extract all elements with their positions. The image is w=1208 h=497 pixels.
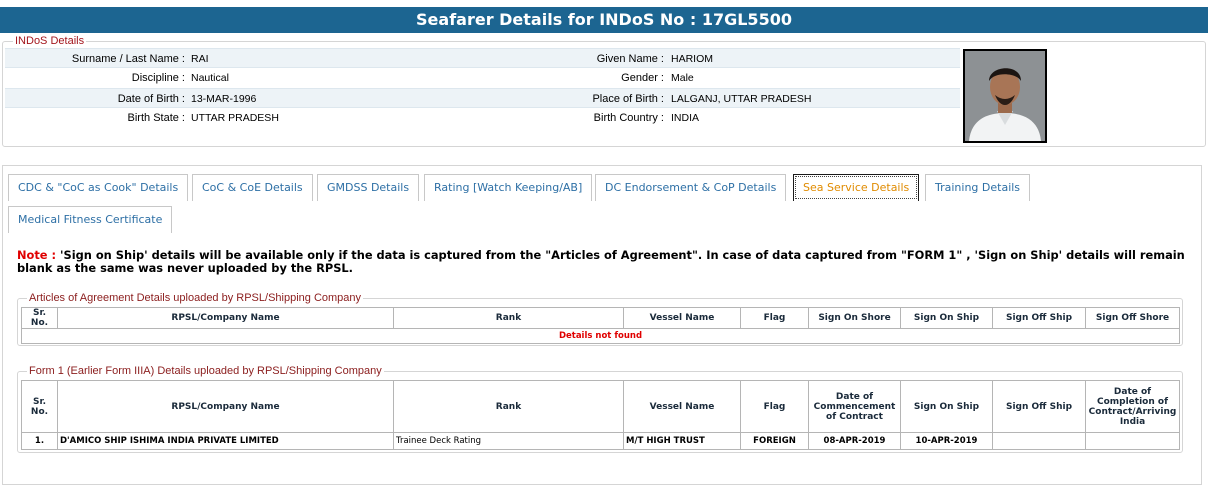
birth-country-value: INDIA xyxy=(671,112,700,124)
sr-no-cell: 1. xyxy=(22,433,58,450)
col-flag: Flag xyxy=(741,308,809,329)
sign-on-ship-cell: 10-APR-2019 xyxy=(901,433,993,450)
page-title: Seafarer Details for INDoS No : 17GL5500 xyxy=(416,10,792,29)
col-date-of-completion: Date of Completion of Contract/Arriving India xyxy=(1086,381,1180,433)
articles-legend: Articles of Agreement Details uploaded by RPSL/Shipping Company xyxy=(29,292,362,304)
col-sign-off-shore: Sign Off Shore xyxy=(1086,308,1180,329)
articles-empty-row xyxy=(22,329,1180,344)
note-label: Note : xyxy=(17,248,57,262)
commencement-date-cell: 08-APR-2019 xyxy=(809,433,901,450)
col-sr-no: Sr. No. xyxy=(22,308,58,329)
gender-value: Male xyxy=(671,72,694,84)
col-vessel-name: Vessel Name xyxy=(624,308,741,329)
birth-state-label: Birth State : xyxy=(5,108,185,128)
tab-cdc-coc-cook[interactable]: CDC & "CoC as Cook" Details xyxy=(8,174,188,201)
flag-cell: FOREIGN xyxy=(741,433,809,450)
col-sign-off-ship: Sign Off Ship xyxy=(993,381,1086,433)
col-sign-off-ship: Sign Off Ship xyxy=(993,308,1086,329)
completion-date-cell xyxy=(1086,433,1180,450)
form1-header-row xyxy=(22,381,1180,433)
form1-table xyxy=(21,380,1180,450)
birth-state-value: UTTAR PRADESH xyxy=(191,112,279,124)
sea-service-panel xyxy=(2,165,1202,485)
info-row-birth-state xyxy=(5,108,960,128)
surname-value: RAI xyxy=(191,53,209,65)
discipline-label: Discipline : xyxy=(5,68,185,88)
col-sign-on-ship: Sign On Ship xyxy=(901,308,993,329)
info-row-dob xyxy=(5,88,960,108)
col-date-of-commencement: Date of Commencement of Contract xyxy=(809,381,901,433)
articles-header-row xyxy=(22,308,1180,329)
tab-training[interactable]: Training Details xyxy=(925,174,1030,201)
form1-legend: Form 1 (Earlier Form IIIA) Details uploaded by RPSL/Shipping Company xyxy=(29,365,382,377)
tab-gmdss[interactable]: GMDSS Details xyxy=(317,174,419,201)
tab-sea-service[interactable]: Sea Service Details xyxy=(793,174,919,201)
col-rank: Rank xyxy=(394,381,624,433)
discipline-value: Nautical xyxy=(191,72,229,84)
place-of-birth-value: LALGANJ, UTTAR PRADESH xyxy=(671,93,812,105)
col-sr-no: Sr. No. xyxy=(22,381,58,433)
tab-dc-endorsement-cop[interactable]: DC Endorsement & CoP Details xyxy=(595,174,786,201)
seafarer-photo xyxy=(963,49,1047,143)
given-name-label: Given Name : xyxy=(485,49,664,69)
gender-label: Gender : xyxy=(485,68,664,88)
tab-rating-watch-keeping[interactable]: Rating [Watch Keeping/AB] xyxy=(424,174,592,201)
col-rank: Rank xyxy=(394,308,624,329)
col-company-name: RPSL/Company Name xyxy=(58,308,394,329)
vessel-name-cell: M/T HIGH TRUST xyxy=(624,433,741,450)
col-flag: Flag xyxy=(741,381,809,433)
sign-off-ship-cell xyxy=(993,433,1086,450)
tab-coc-coe[interactable]: CoC & CoE Details xyxy=(192,174,313,201)
form1-group xyxy=(17,365,1183,453)
col-sign-on-ship: Sign On Ship xyxy=(901,381,993,433)
col-company-name: RPSL/Company Name xyxy=(58,381,394,433)
info-row-surname xyxy=(5,48,960,68)
dob-value: 13-MAR-1996 xyxy=(191,93,257,105)
rank-cell: Trainee Deck Rating xyxy=(394,433,624,450)
note-text: 'Sign on Ship' details will be available only if the data is captured from the "Articles of Agreement". In case of data captured from "FORM 1" , 'Sign on Ship' details will remain blank as the same was never uploaded by the RPSL. xyxy=(17,248,1185,275)
tab-medical-fitness[interactable]: Medical Fitness Certificate xyxy=(8,206,172,233)
details-not-found-message: Details not found xyxy=(22,329,1180,344)
indos-details-panel xyxy=(2,35,1206,147)
info-row-discipline xyxy=(5,68,960,88)
indos-details-legend: INDoS Details xyxy=(15,35,85,47)
dob-label: Date of Birth : xyxy=(5,89,185,109)
birth-country-label: Birth Country : xyxy=(485,108,664,128)
col-sign-on-shore: Sign On Shore xyxy=(809,308,901,329)
company-name-cell: D'AMICO SHIP ISHIMA INDIA PRIVATE LIMITED xyxy=(58,433,394,450)
page-header xyxy=(0,7,1208,33)
place-of-birth-label: Place of Birth : xyxy=(485,89,664,109)
articles-table xyxy=(21,307,1180,344)
surname-label: Surname / Last Name : xyxy=(5,49,185,69)
table-row xyxy=(22,433,1180,450)
sign-on-ship-note xyxy=(17,249,1187,275)
col-vessel-name: Vessel Name xyxy=(624,381,741,433)
articles-of-agreement-group xyxy=(17,292,1183,346)
given-name-value: HARIOM xyxy=(671,53,713,65)
